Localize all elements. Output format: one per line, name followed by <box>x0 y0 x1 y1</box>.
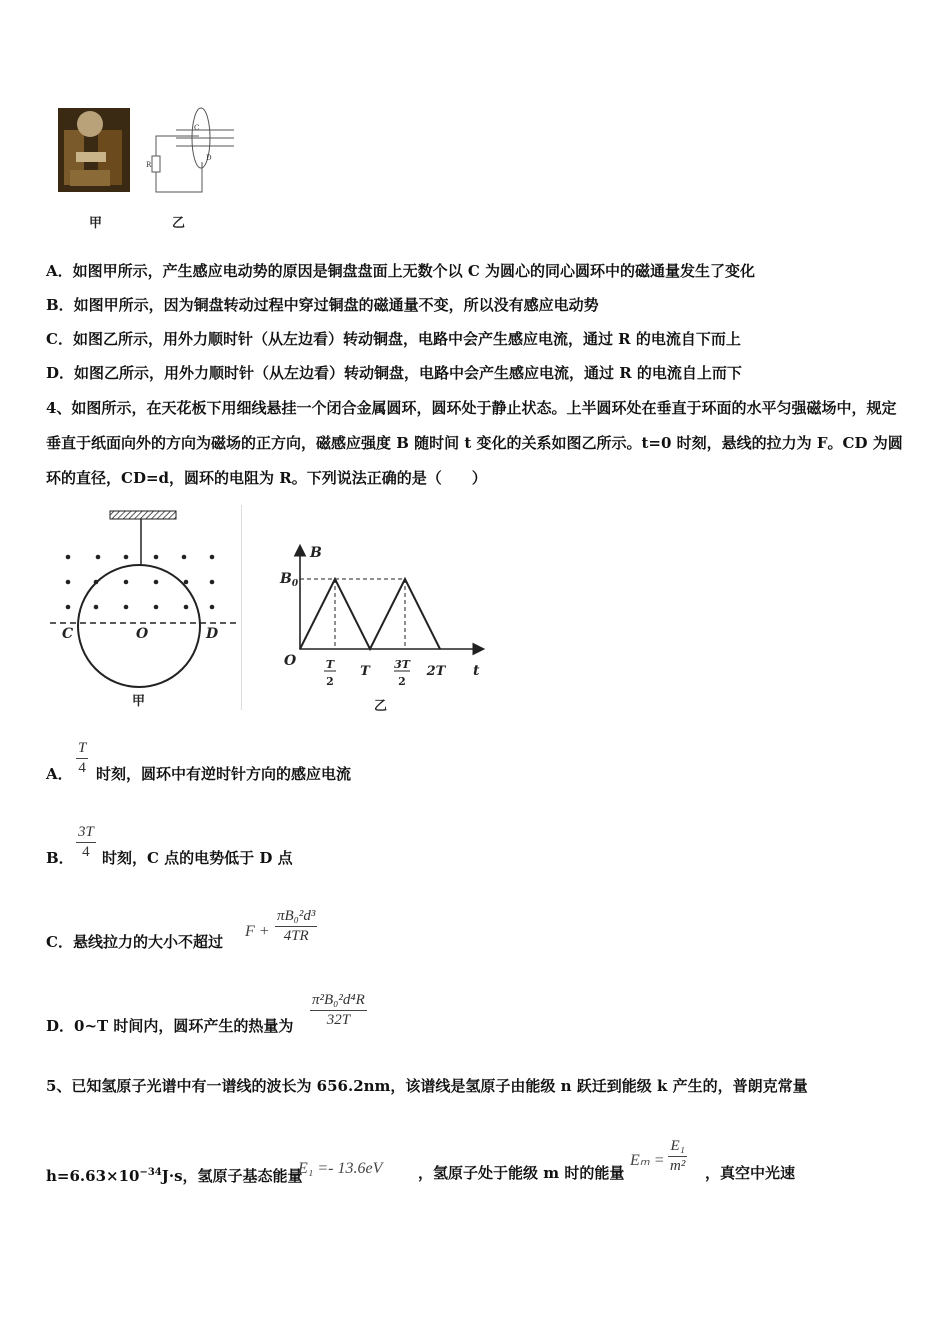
origin-label: O <box>284 653 297 669</box>
caption-jia: 甲 <box>132 694 146 709</box>
q5-line2-c: ，氢原子处于能级 m 时的能量 <box>418 1164 625 1182</box>
q5-line2: $h=6.63\times 10^{-34}J\cdot s$，氢原子基态能量 <box>46 1167 303 1185</box>
q3-option-c: C．如图乙所示，用外力顺时针（从左边看）转动铜盘，电路中会产生感应电流，通过 R 的电流自下而上 <box>46 330 741 348</box>
fraction-3t-over-4: 3T 4 <box>78 824 94 860</box>
fraction-t-over-4: T 4 <box>78 740 87 776</box>
q3-option-d: D．如图乙所示，用外力顺时针（从左边看）转动铜盘，电路中会产生感应电流，通过 R 的电流自上而下 <box>46 364 742 382</box>
q4-option-a-text: 时刻，圆环中有逆时针方向的感应电流 <box>96 765 352 783</box>
tick-t2-num: T <box>325 658 335 671</box>
label-d: D <box>206 154 212 162</box>
caption-jia: 甲 <box>89 216 103 231</box>
tick-2t: 2T <box>426 664 446 679</box>
formula-e1: E₁ =- 13.6eV <box>298 1160 383 1177</box>
q4-option-b-text: 时刻，C 点的电势低于 D 点 <box>102 849 293 867</box>
q4-option-c-text: C．悬线拉力的大小不超过 <box>46 933 223 951</box>
label-r: R <box>146 161 152 169</box>
fraction-d: π²B₀²d⁴R 32T <box>312 992 365 1028</box>
tick-3t2-num: 3T <box>394 658 410 671</box>
data-point-1 <box>334 578 336 580</box>
label-o: O <box>136 626 149 642</box>
formula-f-plus: F + <box>245 923 270 940</box>
formula-em: Eₘ = <box>630 1152 665 1169</box>
label-c: C <box>194 124 200 132</box>
q4-option-b-prefix: B． <box>46 849 74 867</box>
tick-t2-den: 2 <box>326 675 334 688</box>
tick-3t2-den: 2 <box>398 675 406 688</box>
caption-yi: 乙 <box>172 216 186 231</box>
q4-option-a-prefix: A． <box>46 765 73 783</box>
axis-label-t: t <box>473 663 480 679</box>
q5-line2-d: ，真空中光速 <box>705 1164 796 1182</box>
label-d: D <box>206 626 219 642</box>
figure-ring <box>46 505 246 715</box>
q5-stem: 5、已知氢原子光谱中有一谱线的波长为 656.2nm，该谱线是氢原子由能级 n 跃迁到能级 k 产生的，普朗克常量 <box>46 1077 808 1095</box>
b0-label: $B_0$ <box>280 571 299 589</box>
q4-stem: 4、如图所示，在天花板下用细线悬挂一个闭合金属圆环，圆环处于静止状态。上半圆环处在垂直于环面的水平匀强磁场中，规定垂直于纸面向外的方向为磁场的正方向，磁感应强度 B 随时间 t 变化的关系如图乙所示。t=0 时刻，悬线的拉力为 F。CD 为圆环的直径，CD=d，圆环的电阻为 R。下列说法正确的是（ ） <box>46 399 903 487</box>
fraction-c: πB₀²d³ 4TR <box>277 908 316 944</box>
q3-option-b: B．如图甲所示，因为铜盘转动过程中穿过铜盘的磁通量不变，所以没有感应电动势 <box>46 296 599 314</box>
data-point-2 <box>369 648 371 650</box>
figure-copper-disc <box>56 100 246 230</box>
label-c: C <box>62 626 74 642</box>
magnetic-field-dots <box>66 555 215 610</box>
disc-circuit-diagram <box>152 108 234 192</box>
figure-b-t-graph <box>270 535 500 715</box>
tick-t: T <box>360 664 370 679</box>
b-t-series-line <box>300 579 440 649</box>
fraction-em: E₁ m² <box>670 1138 686 1174</box>
data-point-0 <box>299 648 301 650</box>
data-point-4 <box>439 648 441 650</box>
data-point-3 <box>404 578 406 580</box>
q3-option-a: A．如图甲所示，产生感应电动势的原因是铜盘盘面上无数个以 C 为圆心的同心圆环中的磁通量发生了变化 <box>46 262 756 280</box>
figure-divider <box>241 505 242 710</box>
caption-yi-graph: 乙 <box>374 699 388 714</box>
axis-label-b: B <box>310 545 322 561</box>
q4-option-d-text: D．0~T 时间内，圆环产生的热量为 <box>46 1017 294 1035</box>
